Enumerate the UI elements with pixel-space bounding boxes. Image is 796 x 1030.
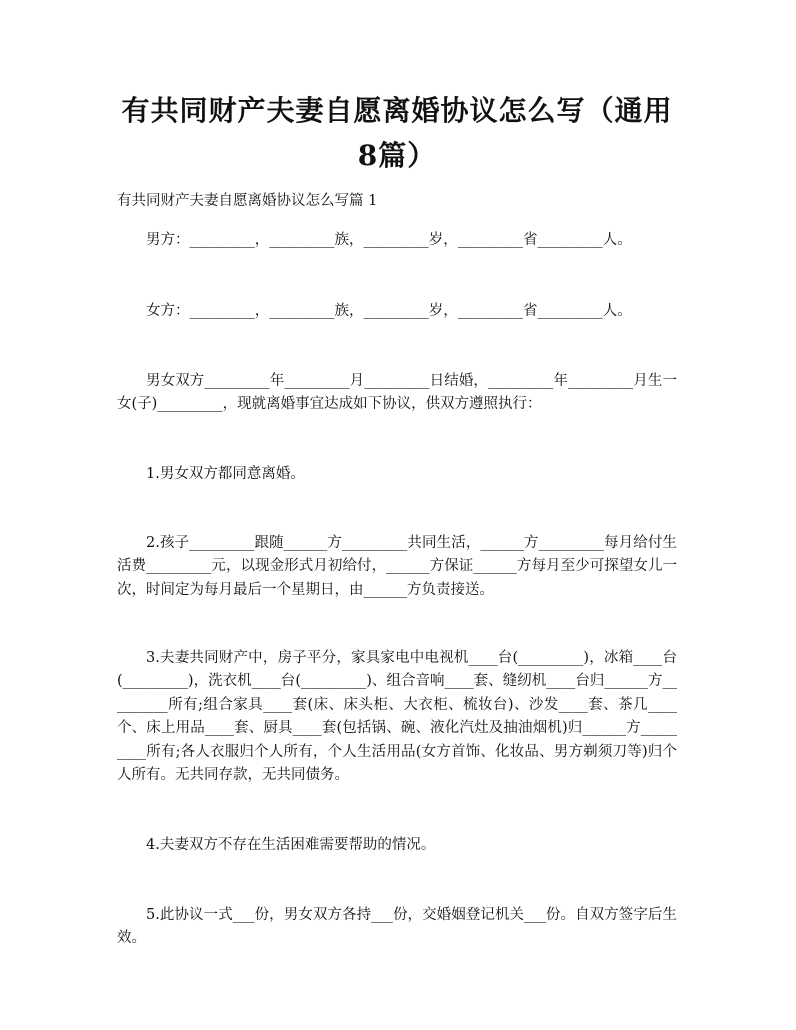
section-heading: 有共同财产夫妻自愿离婚协议怎么写篇 1 — [117, 193, 378, 209]
clause-3-property: 3.夫妻共同财产中，房子平分，家具家电中电视机____台(_________)，冰箱____台(_________)，洗衣机____台(_________)、组合音响____套、缝纫机____台归______方_________所有;组合家具____套(床、床头柜、大衣柜、梳妆台)、沙发____套、茶几____个、床上用品____套、厨具____套(包括锅、碗、液化汽灶及抽油烟机)归______方_________所有;各人衣服归个人所有，个人生活用品(女方首饰、化妆品、男方剃须刀等)归个人所有。无共同存款，无共同债务。 — [117, 649, 677, 783]
clause-5-copies: 5.此协议一式___份，男女双方各持___份，交婚姻登记机关___份。自双方签字后生效。 — [117, 906, 677, 946]
clause-2-child-custody: 2.孩子_________跟随______方_________共同生活，______方_________每月给付生活费_________元，以现金形式月初给付，______方保证______方每月至少可探望女儿一次，时间定为每月最后一个星期日，由______方负责接送。 — [117, 534, 677, 598]
document-title: 有共同财产夫妻自愿离婚协议怎么写（通用8篇） — [121, 94, 673, 172]
clause-1-agree-divorce: 1.男女双方都同意离婚。 — [146, 465, 305, 482]
clause-4-no-hardship: 4.夫妻双方不存在生活困难需要帮助的情况。 — [146, 836, 436, 853]
clause-marriage-info: 男女双方_________年_________月_________日结婚，_________年_________月生一女(子)_________，现就离婚事宜达成如下协议，供双方遵照执行： — [117, 372, 677, 412]
clause-husband-info: 男方：_________，_________族，_________岁，_________省_________人。 — [146, 231, 632, 248]
clause-wife-info: 女方：_________，_________族，_________岁，_________省_________人。 — [146, 302, 632, 319]
